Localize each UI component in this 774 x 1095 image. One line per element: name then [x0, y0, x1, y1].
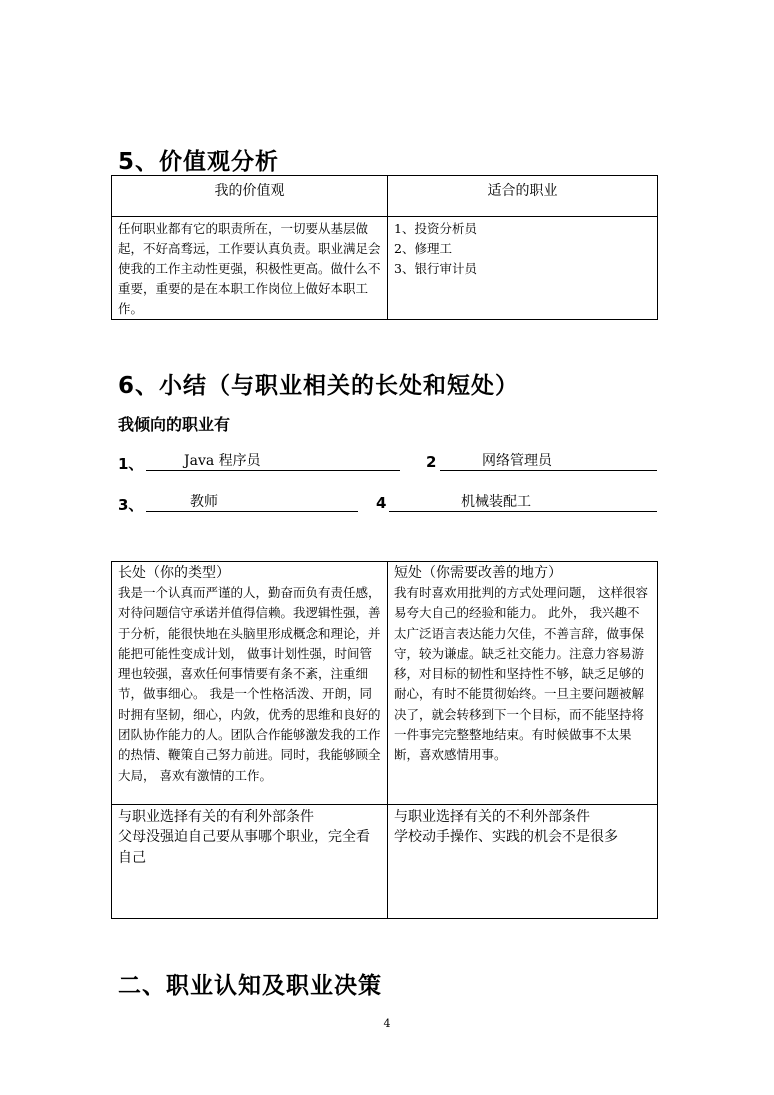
choice-job: 教师: [190, 494, 218, 510]
choice-job-line: [440, 452, 657, 471]
choice-job-line: [389, 493, 657, 512]
choice-number: 1、: [118, 455, 144, 473]
choice-number: 4: [376, 494, 387, 512]
values-header-cell: [112, 176, 388, 217]
next-section-title: 二、职业认知及职业决策: [118, 973, 382, 999]
choice-job: Java 程序员: [184, 453, 261, 469]
choice-number: 2: [426, 453, 437, 471]
section6-subtitle: 我倾向的职业有: [118, 415, 231, 434]
list-item: 1、投资分析员: [394, 221, 477, 236]
weaknesses-cell: [388, 562, 658, 805]
choice-number: 3、: [118, 496, 144, 514]
section5-title: 5、价值观分析: [118, 149, 280, 175]
values-table: [111, 175, 658, 320]
section6-title: 6、小结（与职业相关的长处和短处）: [118, 373, 520, 399]
values-text: 任何职业都有它的职责所在，一切要从基层做起，不好高骛远，工作要认真负责。职业满足会使我的工作主动性更强，积极性更高。做什么不重要，重要的是在本职工作岗位上做好本职工作。: [118, 221, 381, 316]
choice-job: 机械装配工: [461, 494, 531, 510]
list-item: 3、银行审计员: [394, 261, 477, 276]
page-number: 4: [383, 1017, 391, 1030]
unfavorable-title: 与职业选择有关的不利外部条件: [394, 809, 590, 825]
summary-table: [111, 561, 658, 919]
jobs-header-cell: [388, 176, 658, 217]
weaknesses-title: 短处（你需要改善的地方）: [394, 565, 562, 581]
jobs-list: [388, 217, 657, 279]
jobs-list-cell: [388, 217, 658, 320]
unfavorable-text: 学校动手操作、实践的机会不是很多: [394, 829, 618, 845]
values-text-cell: [112, 217, 388, 320]
values-column-header: 我的价值观: [214, 183, 285, 199]
choice-job-line: [146, 493, 358, 512]
strengths-title: 长处（你的类型）: [118, 565, 230, 581]
favorable-cell: [112, 805, 388, 919]
unfavorable-cell: [388, 805, 658, 919]
strengths-text: 我是一个认真而严谨的人，勤奋而负有责任感，对待问题信守承诺并值得信赖。我逻辑性强，善于分析，能很快地在头脑里形成概念和理论，并能把可能性变成计划， 做事计划性强，时间管理也较强，喜欢任何事情要有条不紊，注重细节，做事细心。 我是一个性格活泼、开朗，同时拥有坚韧，细心，内敛，优秀的思维和良好的团队协作能力的人。团队合作能够激发我的工作的热情、鞭策自己努力前进。同时，我能够顾全大局， 喜欢有激情的工作。: [118, 585, 381, 783]
weaknesses-text: 我有时喜欢用批判的方式处理问题， 这样很容易夸大自己的经验和能力。 此外， 我兴趣不太广泛语言表达能力欠佳，不善言辞，做事保守，较为谦虚。缺乏社交能力。注意力容易游移，对目标的韧性和坚持性不够，缺乏足够的耐心，有时不能贯彻始终。一旦主要问题被解决了，就会转移到下一个目标，而不能坚持将一件事完完整整地结束。有时候做事不太果断，喜欢感情用事。: [394, 585, 648, 763]
favorable-text: 父母没强迫自己要从事哪个职业，完全看自己: [118, 829, 370, 866]
choice-job-line: [146, 452, 400, 471]
strengths-cell: [112, 562, 388, 805]
choice-job: 网络管理员: [482, 453, 552, 469]
favorable-title: 与职业选择有关的有利外部条件: [118, 809, 314, 825]
jobs-column-header: 适合的职业: [487, 183, 558, 199]
list-item: 2、修理工: [394, 241, 452, 256]
